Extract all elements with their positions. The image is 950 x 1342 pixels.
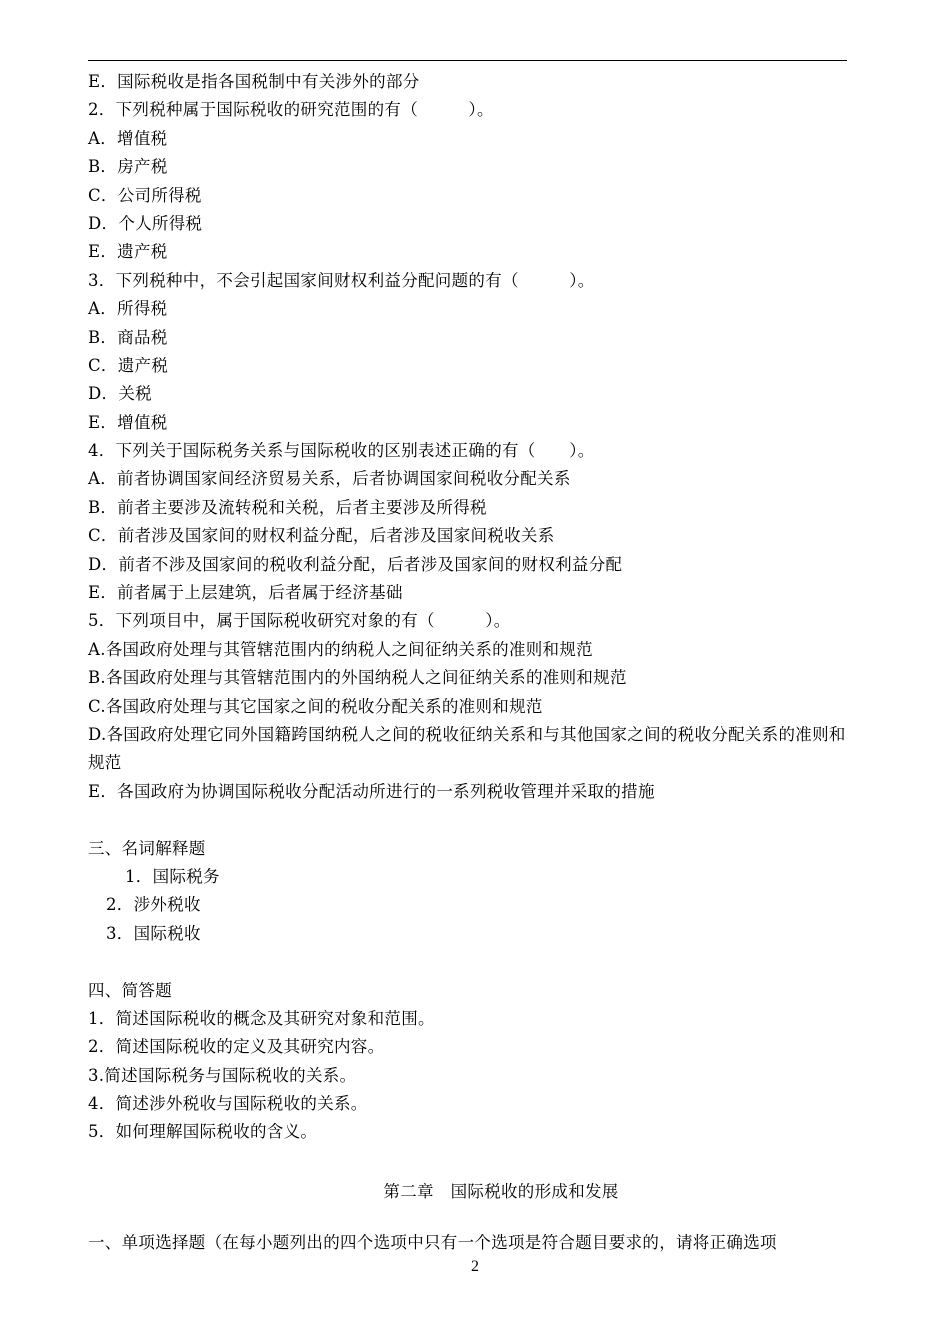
term-item: 1．国际税务	[125, 866, 220, 886]
short-answer-item: 5．如何理解国际税收的含义。	[88, 1122, 318, 1142]
answer-option: E．增值税	[88, 412, 168, 432]
section-heading: 四、简答题	[88, 980, 172, 1000]
answer-option: A．前者协调国家间经济贸易关系，后者协调国家间税收分配关系	[88, 469, 571, 489]
short-answer-item: 1．简述国际税收的概念及其研究对象和范围。	[88, 1008, 435, 1028]
answer-option: E．遗产税	[88, 242, 168, 262]
short-answer-item: 3.简述国际税务与国际税收的关系。	[88, 1065, 357, 1085]
answer-option: A．所得税	[88, 299, 168, 319]
answer-option: A．增值税	[88, 128, 168, 148]
answer-option: E．前者属于上层建筑，后者属于经济基础	[88, 583, 403, 603]
document-body	[88, 68, 850, 1258]
answer-option: B．前者主要涉及流转税和关税，后者主要涉及所得税	[88, 497, 487, 517]
section-heading: 一、单项选择题（在每小题列出的四个选项中只有一个选项是符合题目要求的，请将正确选项	[88, 1233, 777, 1253]
answer-option: A.各国政府处理与其管辖范围内的纳税人之间征纳关系的准则和规范	[88, 639, 593, 659]
answer-option: E．各国政府为协调国际税收分配活动所进行的一系列税收管理并采取的措施	[88, 781, 655, 801]
chapter-title: 第二章 国际税收的形成和发展	[383, 1182, 619, 1202]
answer-option: D．关税	[88, 384, 152, 404]
term-item: 2．涉外税收	[106, 895, 201, 915]
answer-option: D．个人所得税	[88, 213, 203, 233]
answer-option: D．前者不涉及国家间的税收利益分配，后者涉及国家间的财权利益分配	[88, 554, 623, 574]
question-3: 3．下列税种中，不会引起国家间财权利益分配问题的有（ ）。	[88, 270, 595, 290]
question-2: 2．下列税种属于国际税收的研究范围的有（ ）。	[88, 100, 494, 120]
answer-option: E．国际税收是指各国税制中有关涉外的部分	[88, 72, 420, 91]
short-answer-item: 2．简述国际税收的定义及其研究内容。	[88, 1037, 385, 1057]
answer-option: C.各国政府处理与其它国家之间的税收分配关系的准则和规范	[88, 696, 543, 716]
question-4: 4．下列关于国际税务关系与国际税收的区别表述正确的有（ ）。	[88, 441, 595, 461]
short-answer-item: 4．简述涉外税收与国际税收的关系。	[88, 1094, 368, 1114]
answer-option: B.各国政府处理与其管辖范围内的外国纳税人之间征纳关系的准则和规范	[88, 668, 627, 688]
answer-option: C．公司所得税	[88, 185, 202, 205]
section-heading: 三、名词解释题	[88, 838, 206, 858]
answer-option: B．商品税	[88, 327, 168, 347]
page-number: 2	[471, 1258, 479, 1275]
answer-option: B．房产税	[88, 157, 168, 177]
answer-option: D.各国政府处理它同外国籍跨国纳税人之间的税收征纳关系和与其他国家之间的税收分配关系的准则和规范	[88, 724, 846, 773]
answer-option: C．前者涉及国家间的财权利益分配，后者涉及国家间税收关系	[88, 526, 555, 546]
header-rule	[88, 60, 847, 61]
answer-option: C．遗产税	[88, 355, 169, 375]
question-5: 5．下列项目中，属于国际税收研究对象的有（ ）。	[88, 611, 511, 631]
term-item: 3．国际税收	[106, 923, 201, 943]
